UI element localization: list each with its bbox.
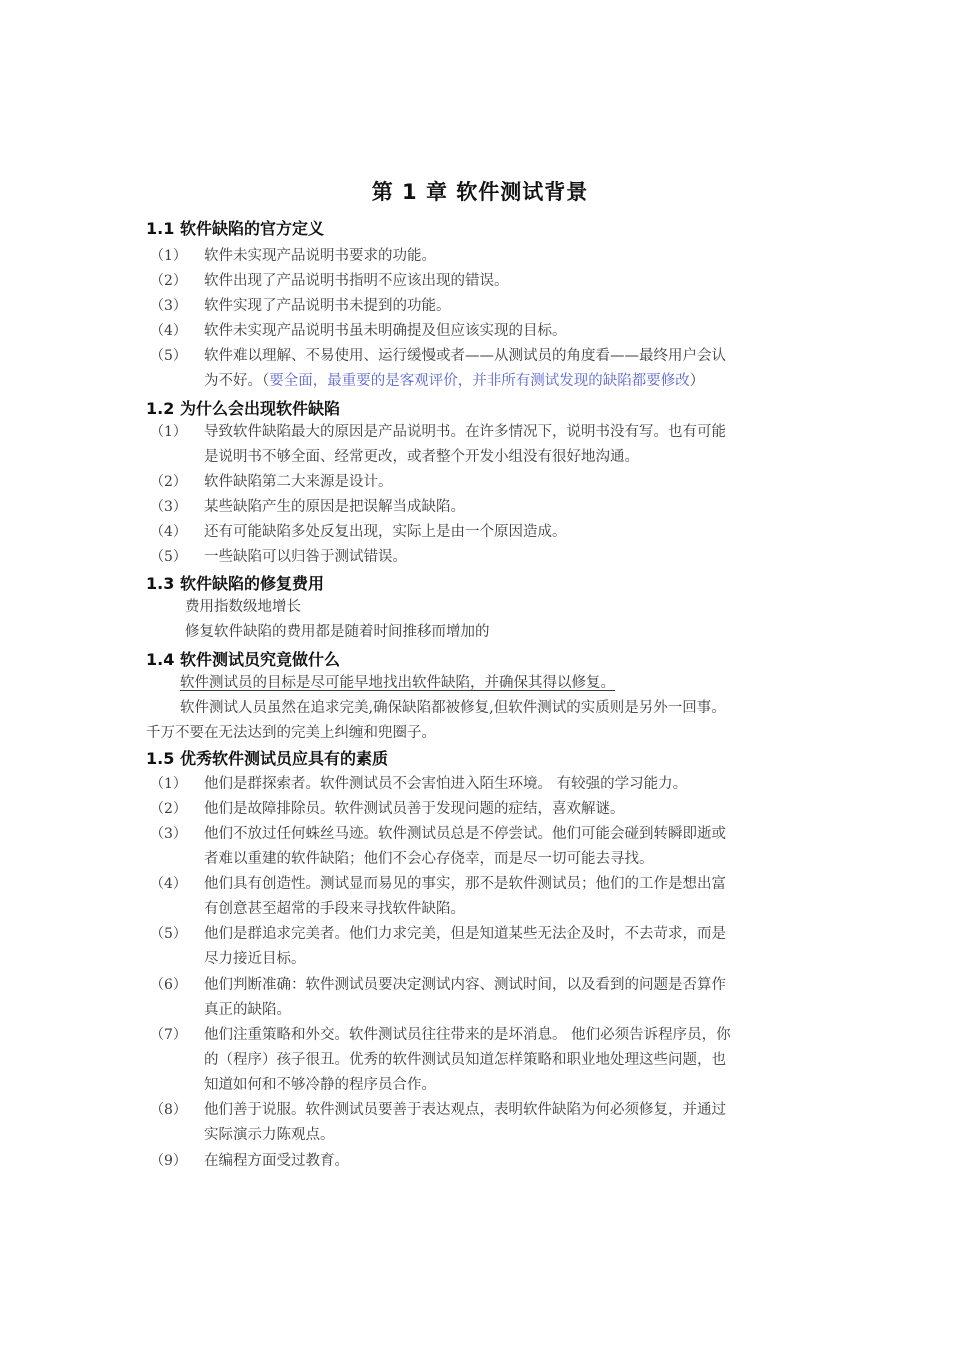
section-number: 1.3 — [146, 574, 175, 593]
list-marker: （8） — [150, 1102, 187, 1118]
list-marker: （7） — [150, 1027, 187, 1043]
list-item-continuation: 知道如何和不够冷静的程序员合作。 — [204, 1077, 436, 1093]
list-item: 一些缺陷可以归咎于测试错误。 — [204, 549, 407, 565]
section-number: 1.5 — [146, 749, 175, 768]
list-marker: （4） — [150, 323, 187, 339]
section-number: 1.1 — [146, 219, 175, 238]
list-item-continuation: 者难以重建的软件缺陷；他们不会心存侥幸，而是尽一切可能去寻找。 — [204, 851, 654, 867]
list-item-continuation: 是说明书不够全面、经常更改，或者整个开发小组没有很好地沟通。 — [204, 449, 639, 465]
text-segment: 为不好。（ — [204, 373, 270, 389]
section-heading-1-5 — [146, 746, 388, 769]
list-item-continuation — [204, 369, 816, 390]
list-item: 他们判断准确：软件测试员要决定测试内容、测试时间，以及看到的问题是否算作 — [204, 977, 726, 993]
list-item-continuation: 有创意甚至超常的手段来寻找软件缺陷。 — [204, 901, 465, 917]
list-item-continuation: 实际演示力陈观点。 — [204, 1127, 335, 1143]
section-heading-1-3 — [146, 571, 324, 594]
list-item: 软件难以理解、不易使用、运行缓慢或者——从测试员的角度看——最终用户会认 — [204, 348, 726, 364]
list-item: 软件未实现产品说明书要求的功能。 — [204, 248, 436, 264]
list-item: 软件实现了产品说明书未提到的功能。 — [204, 298, 451, 314]
list-item-continuation: 尽力接近目标。 — [204, 951, 306, 967]
underlined-statement: 软件测试员的目标是尽可能早地找出软件缺陷，并确保其得以修复。 — [180, 675, 615, 691]
section-heading-1-2 — [146, 396, 340, 419]
text-segment: ） — [689, 373, 705, 389]
list-item: 在编程方面受过教育。 — [204, 1153, 349, 1169]
list-item: 某些缺陷产生的原因是把误解当成缺陷。 — [204, 499, 465, 515]
paragraph-line: 修复软件缺陷的费用都是随着时间推移而增加的 — [185, 624, 490, 640]
section-title: 软件缺陷的修复费用 — [180, 574, 325, 593]
list-item: 软件缺陷第二大来源是设计。 — [204, 474, 393, 490]
list-item: 软件出现了产品说明书指明不应该出现的错误。 — [204, 273, 509, 289]
paragraph-line: 软件测试人员虽然在追求完美,确保缺陷都被修复,但软件测试的实质则是另外一回事。 — [180, 700, 726, 716]
list-item: 他们具有创造性。测试显而易见的事实，那不是软件测试员；他们的工作是想出富 — [204, 876, 726, 892]
paragraph-line: 千万不要在无法达到的完美上纠缠和兜圈子。 — [146, 725, 436, 741]
list-item-continuation: 的（程序）孩子很丑。优秀的软件测试员知道怎样策略和职业地处理这些问题，也 — [204, 1052, 726, 1068]
list-marker: （1） — [150, 424, 187, 440]
list-item: 他们不放过任何蛛丝马迹。软件测试员总是不停尝试。他们可能会碰到转瞬即逝或 — [204, 826, 726, 842]
list-marker: （4） — [150, 876, 187, 892]
list-item: 导致软件缺陷最大的原因是产品说明书。在许多情况下，说明书没有写。也有可能 — [204, 424, 726, 440]
list-item: 软件未实现产品说明书虽未明确提及但应该实现的目标。 — [204, 323, 567, 339]
section-title: 软件缺陷的官方定义 — [180, 219, 325, 238]
list-marker: （5） — [150, 926, 187, 942]
list-item: 他们是故障排除员。软件测试员善于发现问题的症结，喜欢解谜。 — [204, 801, 625, 817]
section-number: 1.4 — [146, 650, 175, 669]
list-item: 还有可能缺陷多处反复出现，实际上是由一个原因造成。 — [204, 524, 567, 540]
list-item: 他们善于说服。软件测试员要善于表达观点，表明软件缺陷为何必须修复，并通过 — [204, 1102, 726, 1118]
section-number: 1.2 — [146, 399, 175, 418]
list-marker: （6） — [150, 977, 187, 993]
list-marker: （2） — [150, 273, 187, 289]
list-marker: （5） — [150, 549, 187, 565]
section-title: 软件测试员究竟做什么 — [180, 650, 341, 669]
list-item: 他们是群探索者。软件测试员不会害怕进入陌生环境。 有较强的学习能力。 — [204, 776, 688, 792]
section-heading-1-4 — [146, 647, 340, 670]
highlighted-note: 要全面，最重要的是客观评价，并非所有测试发现的缺陷都要修改 — [269, 373, 690, 389]
paragraph-line: 费用指数级地增长 — [185, 599, 301, 615]
list-marker: （3） — [150, 298, 187, 314]
list-marker: （1） — [150, 248, 187, 264]
section-heading-1-1 — [146, 216, 324, 239]
list-marker: （2） — [150, 801, 187, 817]
list-marker: （1） — [150, 776, 187, 792]
chapter-title: 第 1 章 软件测试背景 — [371, 180, 589, 204]
list-item: 他们注重策略和外交。软件测试员往往带来的是坏消息。 他们必须告诉程序员，你 — [204, 1027, 731, 1043]
list-marker: （4） — [150, 524, 187, 540]
list-item: 他们是群追求完美者。他们力求完美，但是知道某些无法企及时，不去苛求，而是 — [204, 926, 726, 942]
list-marker: （9） — [150, 1153, 187, 1169]
section-title: 为什么会出现软件缺陷 — [180, 399, 341, 418]
list-marker: （5） — [150, 348, 187, 364]
list-marker: （3） — [150, 499, 187, 515]
list-marker: （3） — [150, 826, 187, 842]
list-item-continuation: 真正的缺陷。 — [204, 1002, 291, 1018]
section-title: 优秀软件测试员应具有的素质 — [180, 749, 389, 768]
list-marker: （2） — [150, 474, 187, 490]
